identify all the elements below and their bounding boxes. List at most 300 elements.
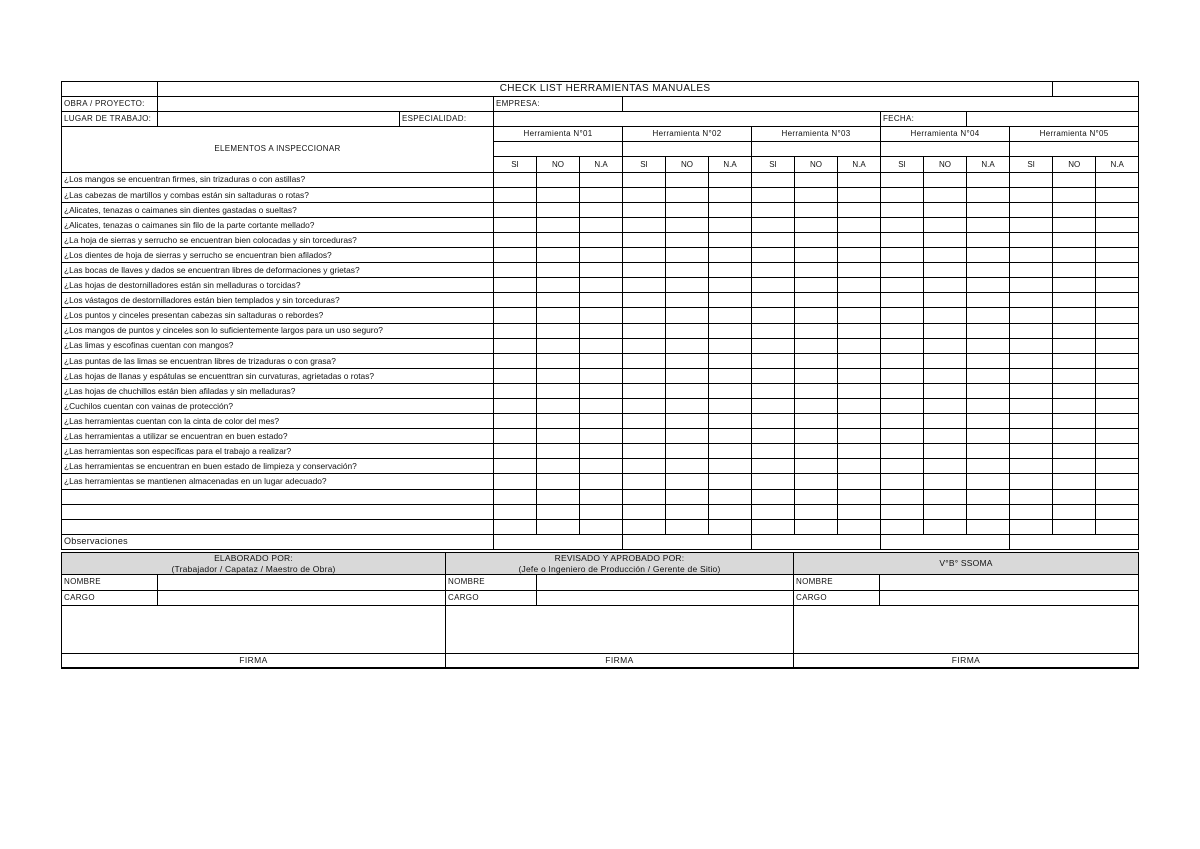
check-cell[interactable] [1010, 504, 1053, 519]
check-cell[interactable] [623, 172, 666, 187]
check-cell[interactable] [1010, 444, 1053, 459]
check-cell[interactable] [924, 414, 967, 429]
check-cell[interactable] [752, 429, 795, 444]
check-cell[interactable] [838, 398, 881, 413]
check-cell[interactable] [1010, 308, 1053, 323]
check-cell[interactable] [537, 414, 580, 429]
check-cell[interactable] [924, 398, 967, 413]
check-cell[interactable] [1053, 383, 1096, 398]
check-cell[interactable] [881, 263, 924, 278]
check-cell[interactable] [494, 489, 537, 504]
check-cell[interactable] [1053, 308, 1096, 323]
check-cell[interactable] [924, 202, 967, 217]
check-cell[interactable] [924, 263, 967, 278]
check-cell[interactable] [752, 519, 795, 534]
check-cell[interactable] [967, 414, 1010, 429]
check-cell[interactable] [709, 217, 752, 232]
check-cell[interactable] [537, 202, 580, 217]
observaciones-input-4[interactable] [881, 534, 1010, 549]
check-cell[interactable] [924, 323, 967, 338]
check-cell[interactable] [623, 202, 666, 217]
check-cell[interactable] [967, 429, 1010, 444]
observaciones-input-5[interactable] [1010, 534, 1139, 549]
empresa-input[interactable] [623, 97, 1139, 112]
check-cell[interactable] [709, 172, 752, 187]
check-cell[interactable] [795, 308, 838, 323]
check-cell[interactable] [709, 187, 752, 202]
check-cell[interactable] [1096, 217, 1139, 232]
check-cell[interactable] [752, 504, 795, 519]
check-cell[interactable] [838, 187, 881, 202]
check-cell[interactable] [537, 263, 580, 278]
check-cell[interactable] [967, 278, 1010, 293]
check-cell[interactable] [580, 368, 623, 383]
check-cell[interactable] [709, 353, 752, 368]
check-cell[interactable] [1096, 308, 1139, 323]
tool-id-input-5[interactable] [1010, 142, 1139, 157]
check-cell[interactable] [1053, 504, 1096, 519]
check-cell[interactable] [1010, 368, 1053, 383]
check-cell[interactable] [1010, 474, 1053, 489]
check-cell[interactable] [666, 217, 709, 232]
check-cell[interactable] [795, 414, 838, 429]
check-cell[interactable] [967, 263, 1010, 278]
check-cell[interactable] [623, 474, 666, 489]
check-cell[interactable] [838, 217, 881, 232]
check-cell[interactable] [967, 232, 1010, 247]
check-cell[interactable] [494, 474, 537, 489]
check-cell[interactable] [795, 263, 838, 278]
check-cell[interactable] [623, 248, 666, 263]
check-cell[interactable] [666, 383, 709, 398]
check-cell[interactable] [1096, 172, 1139, 187]
check-cell[interactable] [1096, 504, 1139, 519]
check-cell[interactable] [494, 414, 537, 429]
check-cell[interactable] [494, 172, 537, 187]
check-cell[interactable] [967, 248, 1010, 263]
check-cell[interactable] [580, 187, 623, 202]
check-cell[interactable] [666, 263, 709, 278]
check-cell[interactable] [752, 353, 795, 368]
check-cell[interactable] [795, 278, 838, 293]
check-cell[interactable] [537, 308, 580, 323]
check-cell[interactable] [1010, 459, 1053, 474]
check-cell[interactable] [666, 278, 709, 293]
check-cell[interactable] [924, 429, 967, 444]
check-cell[interactable] [580, 172, 623, 187]
check-cell[interactable] [752, 338, 795, 353]
check-cell[interactable] [881, 338, 924, 353]
check-cell[interactable] [1053, 353, 1096, 368]
check-cell[interactable] [580, 202, 623, 217]
check-cell[interactable] [580, 323, 623, 338]
check-cell[interactable] [494, 248, 537, 263]
check-cell[interactable] [924, 444, 967, 459]
check-cell[interactable] [494, 202, 537, 217]
check-cell[interactable] [537, 519, 580, 534]
tool-id-input-4[interactable] [881, 142, 1010, 157]
check-cell[interactable] [623, 429, 666, 444]
check-cell[interactable] [881, 398, 924, 413]
check-cell[interactable] [795, 232, 838, 247]
fecha-input[interactable] [967, 112, 1139, 127]
check-cell[interactable] [666, 429, 709, 444]
check-cell[interactable] [1010, 187, 1053, 202]
check-cell[interactable] [623, 383, 666, 398]
check-cell[interactable] [795, 398, 838, 413]
check-cell[interactable] [967, 368, 1010, 383]
check-cell[interactable] [795, 187, 838, 202]
check-cell[interactable] [623, 338, 666, 353]
check-cell[interactable] [795, 353, 838, 368]
check-cell[interactable] [1053, 323, 1096, 338]
check-cell[interactable] [838, 489, 881, 504]
check-cell[interactable] [838, 202, 881, 217]
check-cell[interactable] [752, 278, 795, 293]
check-cell[interactable] [666, 172, 709, 187]
cargo-input-1[interactable] [158, 590, 446, 606]
check-cell[interactable] [1096, 278, 1139, 293]
check-cell[interactable] [881, 248, 924, 263]
check-cell[interactable] [494, 429, 537, 444]
check-cell[interactable] [709, 323, 752, 338]
check-cell[interactable] [580, 308, 623, 323]
check-cell[interactable] [967, 293, 1010, 308]
check-cell[interactable] [623, 489, 666, 504]
check-cell[interactable] [623, 519, 666, 534]
check-cell[interactable] [924, 187, 967, 202]
check-cell[interactable] [1053, 338, 1096, 353]
check-cell[interactable] [881, 293, 924, 308]
check-cell[interactable] [709, 504, 752, 519]
check-cell[interactable] [752, 187, 795, 202]
check-cell[interactable] [580, 232, 623, 247]
check-cell[interactable] [666, 308, 709, 323]
signature-box-2[interactable] [446, 606, 794, 654]
check-cell[interactable] [537, 474, 580, 489]
check-cell[interactable] [795, 429, 838, 444]
check-cell[interactable] [537, 489, 580, 504]
check-cell[interactable] [537, 217, 580, 232]
observaciones-input-1[interactable] [494, 534, 623, 549]
check-cell[interactable] [623, 504, 666, 519]
check-cell[interactable] [623, 232, 666, 247]
check-cell[interactable] [1053, 398, 1096, 413]
check-cell[interactable] [537, 444, 580, 459]
check-cell[interactable] [666, 414, 709, 429]
nombre-input-3[interactable] [880, 575, 1139, 591]
check-cell[interactable] [580, 338, 623, 353]
check-cell[interactable] [666, 323, 709, 338]
check-cell[interactable] [494, 217, 537, 232]
cargo-input-3[interactable] [880, 590, 1139, 606]
check-cell[interactable] [752, 308, 795, 323]
check-cell[interactable] [838, 429, 881, 444]
check-cell[interactable] [795, 293, 838, 308]
signature-box-1[interactable] [62, 606, 446, 654]
check-cell[interactable] [1010, 217, 1053, 232]
check-cell[interactable] [881, 278, 924, 293]
check-cell[interactable] [494, 504, 537, 519]
check-cell[interactable] [1096, 263, 1139, 278]
check-cell[interactable] [881, 504, 924, 519]
nombre-input-2[interactable] [537, 575, 794, 591]
check-cell[interactable] [838, 248, 881, 263]
check-cell[interactable] [709, 429, 752, 444]
check-cell[interactable] [1053, 263, 1096, 278]
check-cell[interactable] [752, 202, 795, 217]
check-cell[interactable] [838, 293, 881, 308]
lugar-input[interactable] [158, 112, 400, 127]
check-cell[interactable] [1096, 232, 1139, 247]
check-cell[interactable] [967, 519, 1010, 534]
check-cell[interactable] [967, 383, 1010, 398]
check-cell[interactable] [881, 172, 924, 187]
check-cell[interactable] [494, 338, 537, 353]
check-cell[interactable] [838, 444, 881, 459]
check-cell[interactable] [580, 293, 623, 308]
check-cell[interactable] [752, 474, 795, 489]
check-cell[interactable] [666, 519, 709, 534]
check-cell[interactable] [1010, 429, 1053, 444]
check-cell[interactable] [623, 444, 666, 459]
check-cell[interactable] [580, 429, 623, 444]
check-cell[interactable] [838, 353, 881, 368]
check-cell[interactable] [494, 398, 537, 413]
check-cell[interactable] [924, 459, 967, 474]
check-cell[interactable] [537, 187, 580, 202]
check-cell[interactable] [666, 187, 709, 202]
check-cell[interactable] [1096, 459, 1139, 474]
check-cell[interactable] [838, 232, 881, 247]
check-cell[interactable] [1096, 353, 1139, 368]
check-cell[interactable] [967, 489, 1010, 504]
check-cell[interactable] [795, 383, 838, 398]
check-cell[interactable] [1053, 474, 1096, 489]
check-cell[interactable] [924, 248, 967, 263]
check-cell[interactable] [1096, 368, 1139, 383]
check-cell[interactable] [709, 278, 752, 293]
check-cell[interactable] [1096, 414, 1139, 429]
check-cell[interactable] [1010, 232, 1053, 247]
check-cell[interactable] [623, 323, 666, 338]
check-cell[interactable] [623, 368, 666, 383]
check-cell[interactable] [795, 338, 838, 353]
check-cell[interactable] [924, 383, 967, 398]
check-cell[interactable] [494, 444, 537, 459]
check-cell[interactable] [752, 232, 795, 247]
check-cell[interactable] [881, 368, 924, 383]
check-cell[interactable] [1053, 414, 1096, 429]
check-cell[interactable] [752, 248, 795, 263]
check-cell[interactable] [580, 444, 623, 459]
check-cell[interactable] [881, 429, 924, 444]
check-cell[interactable] [623, 308, 666, 323]
check-cell[interactable] [623, 217, 666, 232]
check-cell[interactable] [537, 398, 580, 413]
check-cell[interactable] [881, 519, 924, 534]
check-cell[interactable] [1053, 248, 1096, 263]
check-cell[interactable] [537, 172, 580, 187]
check-cell[interactable] [1010, 398, 1053, 413]
check-cell[interactable] [709, 263, 752, 278]
check-cell[interactable] [623, 459, 666, 474]
check-cell[interactable] [709, 414, 752, 429]
check-cell[interactable] [881, 489, 924, 504]
check-cell[interactable] [1096, 383, 1139, 398]
check-cell[interactable] [752, 368, 795, 383]
check-cell[interactable] [666, 353, 709, 368]
check-cell[interactable] [795, 519, 838, 534]
check-cell[interactable] [1010, 323, 1053, 338]
check-cell[interactable] [838, 308, 881, 323]
check-cell[interactable] [537, 504, 580, 519]
check-cell[interactable] [537, 293, 580, 308]
check-cell[interactable] [1053, 519, 1096, 534]
check-cell[interactable] [1053, 293, 1096, 308]
check-cell[interactable] [494, 383, 537, 398]
check-cell[interactable] [709, 202, 752, 217]
check-cell[interactable] [1053, 202, 1096, 217]
check-cell[interactable] [580, 414, 623, 429]
check-cell[interactable] [537, 353, 580, 368]
check-cell[interactable] [795, 323, 838, 338]
check-cell[interactable] [924, 308, 967, 323]
check-cell[interactable] [537, 459, 580, 474]
check-cell[interactable] [580, 398, 623, 413]
check-cell[interactable] [838, 519, 881, 534]
check-cell[interactable] [494, 459, 537, 474]
tool-id-input-2[interactable] [623, 142, 752, 157]
check-cell[interactable] [709, 444, 752, 459]
check-cell[interactable] [924, 504, 967, 519]
check-cell[interactable] [967, 504, 1010, 519]
check-cell[interactable] [1010, 278, 1053, 293]
check-cell[interactable] [1053, 232, 1096, 247]
check-cell[interactable] [580, 217, 623, 232]
check-cell[interactable] [838, 474, 881, 489]
check-cell[interactable] [967, 172, 1010, 187]
check-cell[interactable] [881, 217, 924, 232]
check-cell[interactable] [494, 519, 537, 534]
check-cell[interactable] [795, 172, 838, 187]
tool-id-input-3[interactable] [752, 142, 881, 157]
check-cell[interactable] [1053, 489, 1096, 504]
check-cell[interactable] [881, 202, 924, 217]
check-cell[interactable] [580, 459, 623, 474]
check-cell[interactable] [795, 474, 838, 489]
check-cell[interactable] [967, 323, 1010, 338]
check-cell[interactable] [494, 232, 537, 247]
check-cell[interactable] [1053, 459, 1096, 474]
check-cell[interactable] [1096, 323, 1139, 338]
check-cell[interactable] [1096, 293, 1139, 308]
check-cell[interactable] [838, 323, 881, 338]
check-cell[interactable] [967, 459, 1010, 474]
check-cell[interactable] [838, 338, 881, 353]
check-cell[interactable] [881, 459, 924, 474]
check-cell[interactable] [838, 368, 881, 383]
check-cell[interactable] [924, 474, 967, 489]
especialidad-input[interactable] [494, 112, 881, 127]
check-cell[interactable] [580, 353, 623, 368]
check-cell[interactable] [881, 383, 924, 398]
check-cell[interactable] [623, 398, 666, 413]
check-cell[interactable] [494, 353, 537, 368]
check-cell[interactable] [709, 398, 752, 413]
check-cell[interactable] [709, 489, 752, 504]
tool-id-input-1[interactable] [494, 142, 623, 157]
check-cell[interactable] [1053, 429, 1096, 444]
check-cell[interactable] [1053, 172, 1096, 187]
check-cell[interactable] [795, 459, 838, 474]
check-cell[interactable] [580, 383, 623, 398]
check-cell[interactable] [1053, 187, 1096, 202]
check-cell[interactable] [1096, 489, 1139, 504]
check-cell[interactable] [1010, 172, 1053, 187]
check-cell[interactable] [795, 444, 838, 459]
check-cell[interactable] [623, 278, 666, 293]
check-cell[interactable] [666, 248, 709, 263]
check-cell[interactable] [752, 444, 795, 459]
check-cell[interactable] [1010, 248, 1053, 263]
check-cell[interactable] [537, 248, 580, 263]
check-cell[interactable] [881, 323, 924, 338]
check-cell[interactable] [795, 248, 838, 263]
check-cell[interactable] [752, 398, 795, 413]
check-cell[interactable] [924, 368, 967, 383]
check-cell[interactable] [752, 414, 795, 429]
check-cell[interactable] [580, 474, 623, 489]
obra-input[interactable] [158, 97, 494, 112]
check-cell[interactable] [1096, 429, 1139, 444]
check-cell[interactable] [1010, 489, 1053, 504]
check-cell[interactable] [666, 232, 709, 247]
check-cell[interactable] [580, 248, 623, 263]
check-cell[interactable] [1010, 414, 1053, 429]
check-cell[interactable] [924, 519, 967, 534]
check-cell[interactable] [967, 187, 1010, 202]
check-cell[interactable] [838, 278, 881, 293]
check-cell[interactable] [752, 383, 795, 398]
check-cell[interactable] [881, 232, 924, 247]
check-cell[interactable] [1053, 368, 1096, 383]
check-cell[interactable] [1096, 248, 1139, 263]
check-cell[interactable] [666, 293, 709, 308]
check-cell[interactable] [967, 217, 1010, 232]
check-cell[interactable] [924, 172, 967, 187]
check-cell[interactable] [709, 368, 752, 383]
check-cell[interactable] [752, 263, 795, 278]
check-cell[interactable] [1010, 293, 1053, 308]
check-cell[interactable] [1096, 187, 1139, 202]
signature-box-3[interactable] [794, 606, 1139, 654]
check-cell[interactable] [924, 293, 967, 308]
check-cell[interactable] [666, 459, 709, 474]
check-cell[interactable] [709, 308, 752, 323]
check-cell[interactable] [795, 368, 838, 383]
check-cell[interactable] [1053, 444, 1096, 459]
check-cell[interactable] [795, 489, 838, 504]
check-cell[interactable] [881, 444, 924, 459]
check-cell[interactable] [967, 353, 1010, 368]
check-cell[interactable] [494, 293, 537, 308]
check-cell[interactable] [537, 383, 580, 398]
check-cell[interactable] [1010, 263, 1053, 278]
check-cell[interactable] [494, 263, 537, 278]
observaciones-input-3[interactable] [752, 534, 881, 549]
check-cell[interactable] [580, 519, 623, 534]
